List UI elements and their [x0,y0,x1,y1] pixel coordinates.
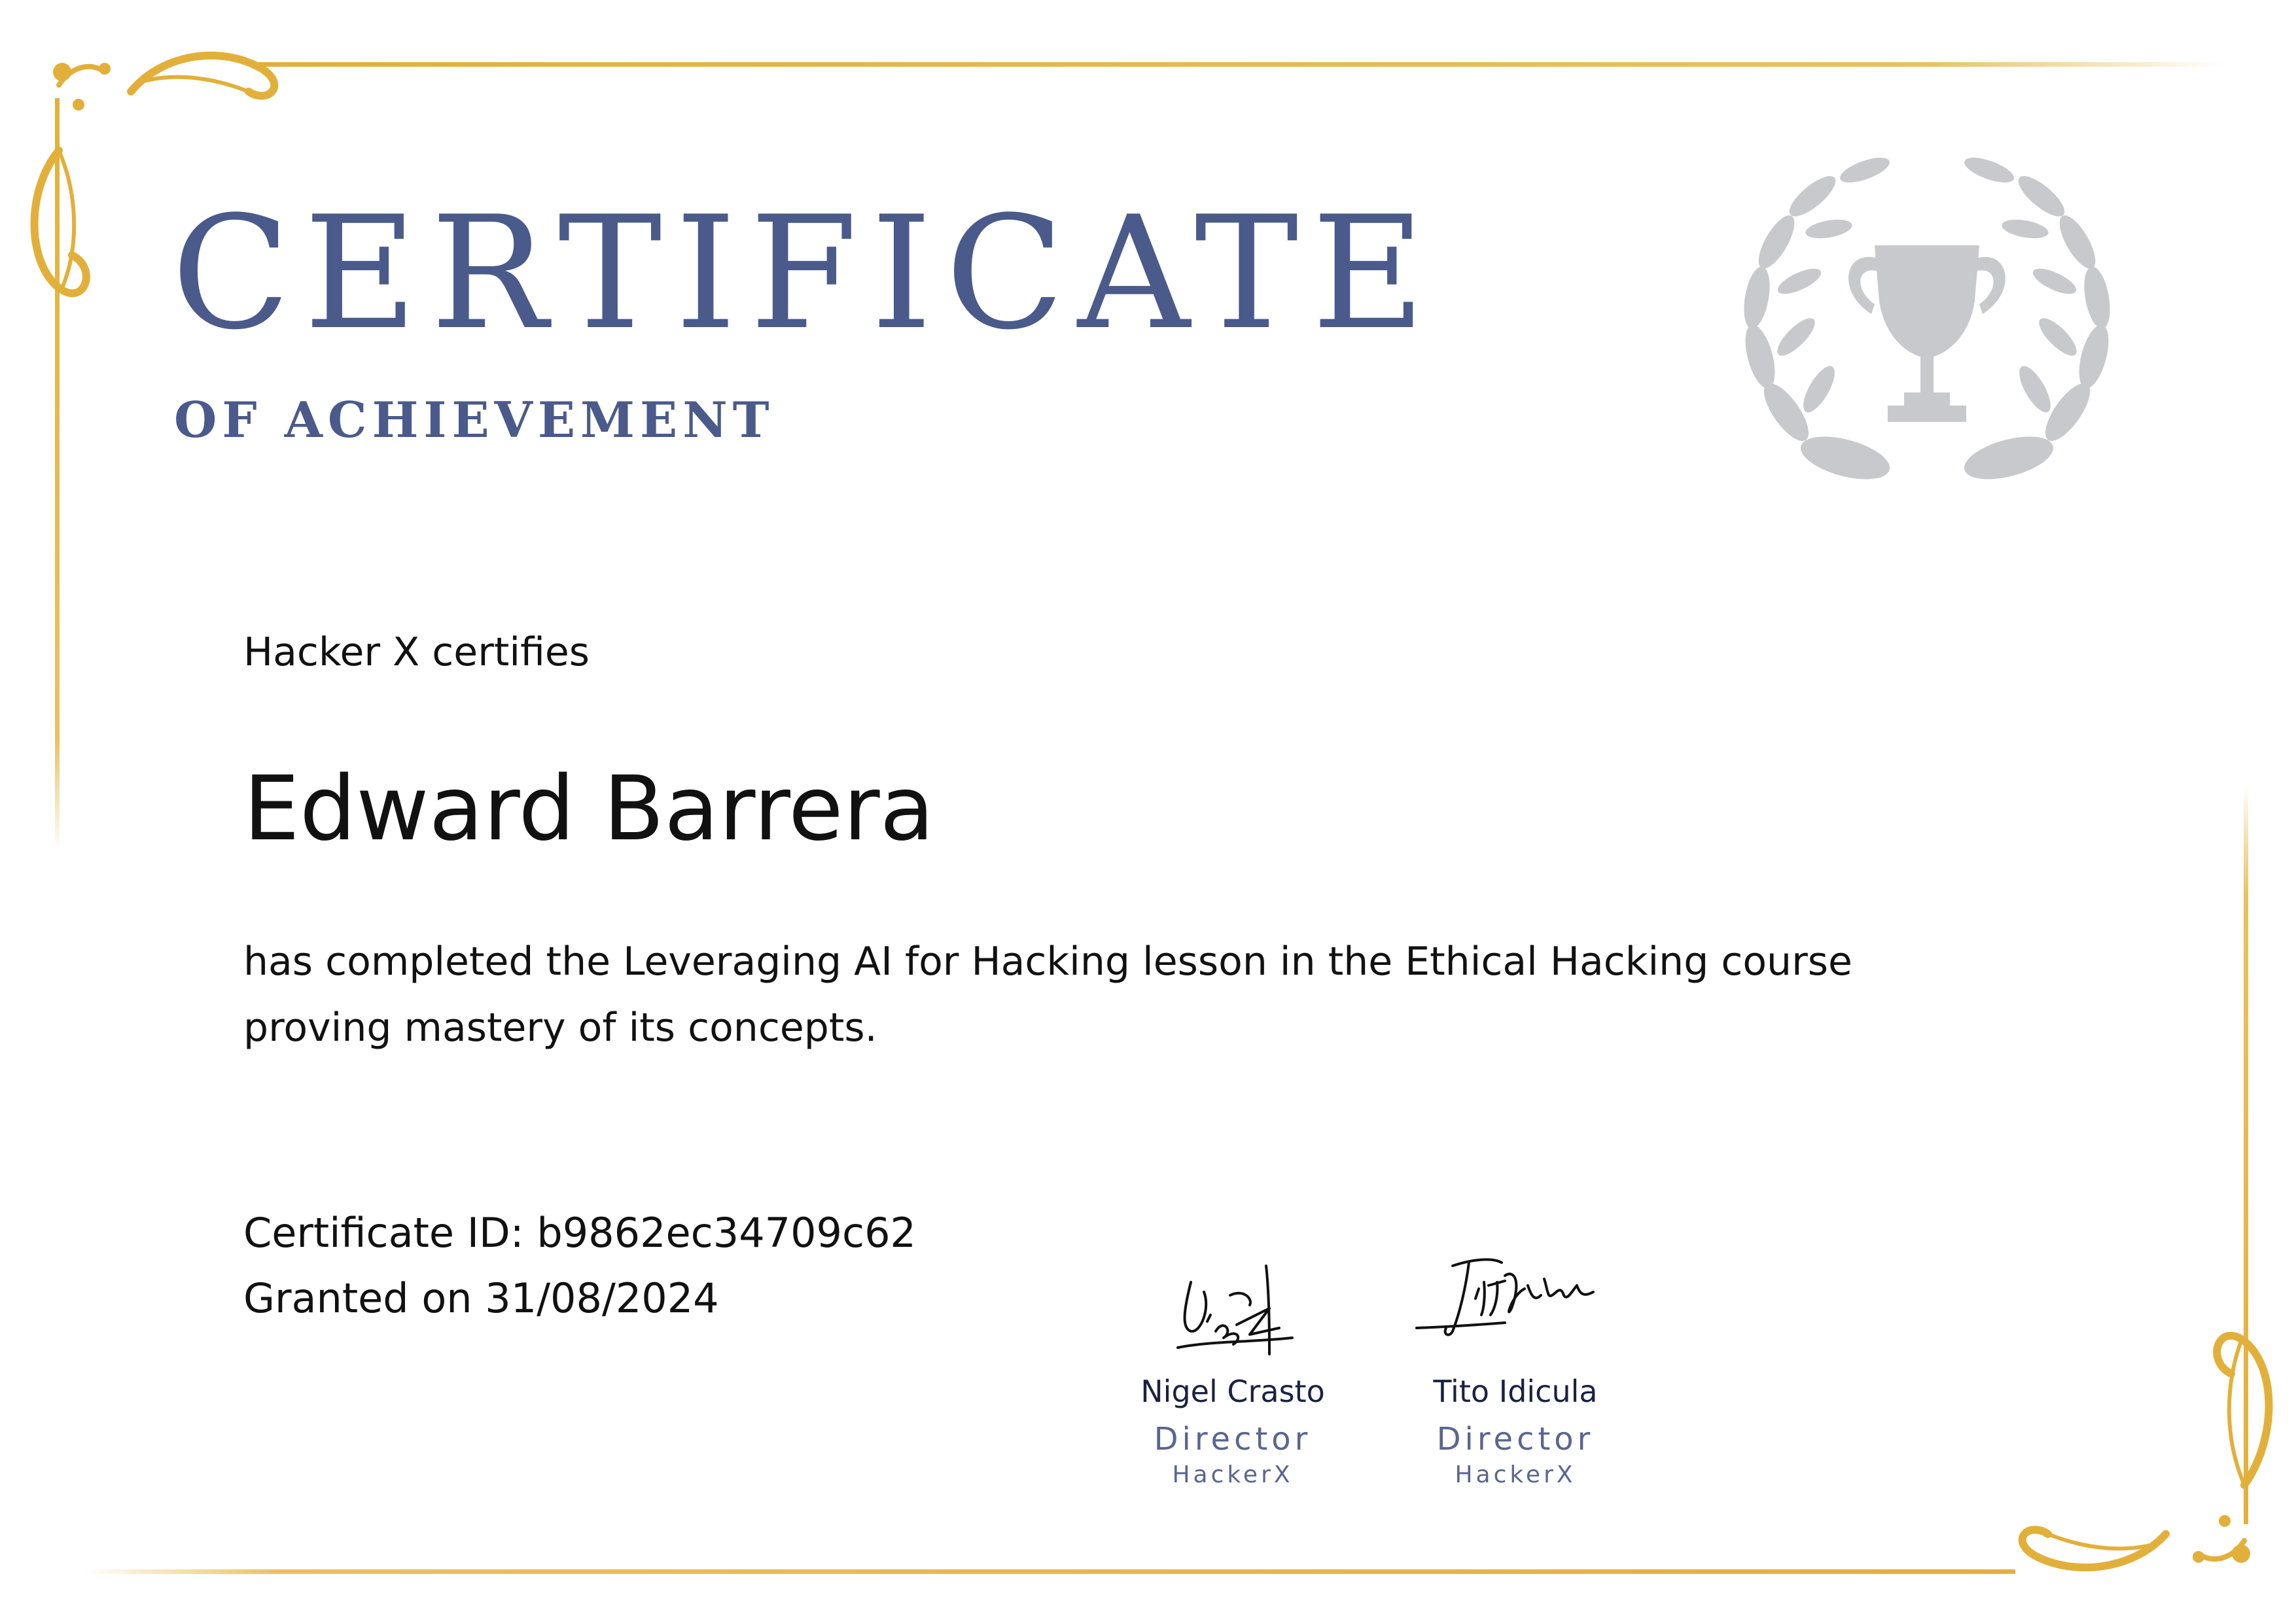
border-bottom [85,1569,2015,1574]
signatory-org: HackerX [1455,1461,1576,1488]
achievement-description [243,929,1852,1061]
trophy-emblem [1714,150,2140,497]
certificate-subtitle: OF ACHIEVEMENT [174,391,775,449]
description-line-2: proving mastery of its concepts. [243,1005,877,1051]
granted-date: Granted on 31/08/2024 [243,1274,719,1322]
signatory-org: HackerX [1172,1461,1294,1488]
signature-nigel-crasto [1171,1256,1302,1361]
corner-flourish-icon [2022,1336,2269,1567]
signatory-role: Director [1154,1421,1312,1457]
signatory-name: Tito Idicula [1433,1374,1598,1409]
issuer-line: Hacker X certifies [243,629,590,675]
description-line-1: has completed the Leveraging AI for Hacking lesson in the Ethical Hacking course [243,939,1852,985]
border-top [255,62,2225,67]
border-right [2244,785,2248,1524]
border-left [55,98,60,850]
recipient-name: Edward Barrera [243,758,934,861]
signatory-role: Director [1436,1421,1595,1457]
signatory-2 [1352,1374,1679,1488]
certificate-title: CERTIFICATE [171,183,1439,364]
signatory-name: Nigel Crasto [1140,1374,1325,1409]
certificate-id: Certificate ID: b9862ec34709c62 [243,1209,916,1257]
trophy-icon [1848,245,2005,422]
signature-tito-idicula [1413,1249,1603,1348]
signatory-1 [1069,1374,1396,1488]
